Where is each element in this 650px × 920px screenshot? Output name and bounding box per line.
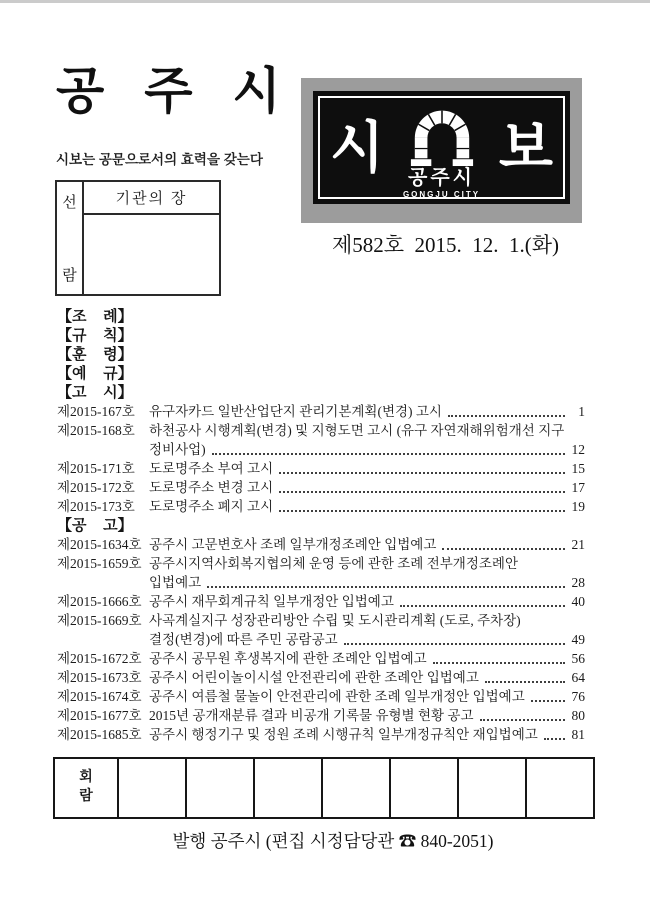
toc-entry (57, 554, 585, 573)
toc-entry-title: 2015년 공개재분류 결과 비공개 기록물 유형별 현황 공고 (149, 708, 474, 723)
toc-entry-body (149, 706, 585, 725)
approval-empty-cell (84, 215, 219, 294)
toc-dotted-leader (485, 668, 565, 683)
toc-section-header: 【조 례】 (57, 308, 133, 325)
toc-dotted-leader (207, 573, 565, 588)
toc-entry-number: 제2015-1673호 (57, 670, 142, 685)
gazette-slogan: 시보는 공문으로서의 효력을 갖는다 (56, 152, 263, 167)
toc-entry-title: 도로명주소 변경 고시 (149, 480, 274, 495)
toc-entry-body (149, 592, 585, 611)
toc-entry-number: 제2015-1677호 (57, 708, 142, 723)
toc-entry-title: 공주시 공무원 후생복지에 관한 조례안 입법예고 (149, 651, 427, 666)
toc-entry-body (149, 649, 585, 668)
stone-gate-arch-icon (398, 99, 486, 167)
toc-entry-title: 공주시 어린이놀이시설 안전관리에 관한 조례안 입법예고 (149, 670, 479, 685)
toc-entry (57, 402, 585, 421)
gazette-logo-inner-border (318, 96, 565, 199)
circulation-empty-cell (459, 759, 527, 817)
toc-entry-title: 공주시 재무회계규칙 일부개정안 입법예고 (149, 594, 394, 609)
circulation-label-char-top: 회 (79, 770, 93, 786)
circulation-label-char-bottom: 람 (79, 789, 93, 804)
toc-page-number: 80 (571, 708, 585, 723)
toc-dotted-leader (433, 649, 565, 664)
toc-page-number: 21 (571, 537, 585, 552)
toc-entry (57, 440, 585, 459)
toc-entry (57, 630, 585, 649)
toc-page-number: 17 (571, 480, 585, 495)
footer-publisher-line: 발행 공주시 (편집 시정담당관 ☎ 840-2051) (172, 831, 494, 851)
toc-dotted-leader (279, 478, 565, 493)
approval-table (55, 180, 221, 296)
toc-page-number: 12 (571, 442, 585, 457)
toc-entry-title: 입법예고 (149, 575, 202, 590)
circulation-empty-cell (323, 759, 391, 817)
toc-section-header: 【고 시】 (57, 384, 133, 401)
toc-entry-body (149, 687, 585, 706)
toc-page-number: 15 (571, 461, 585, 476)
toc-entry-number: 제2015-171호 (57, 461, 135, 476)
logo-right-char: 보 (498, 115, 553, 179)
toc-entry-number: 제2015-1685호 (57, 727, 142, 742)
circulation-empty-cell (391, 759, 459, 817)
toc-entry-title: 도로명주소 부여 고시 (149, 461, 274, 476)
toc-entry (57, 592, 585, 611)
toc-entry-body (149, 478, 585, 497)
toc-entry-number: 제2015-167호 (57, 404, 135, 419)
toc-entry-body (149, 440, 585, 459)
toc-entry (57, 668, 585, 687)
toc-entry (57, 706, 585, 725)
toc-entry-number (57, 573, 149, 592)
toc-dotted-leader (279, 459, 565, 474)
toc-dotted-leader (212, 440, 565, 455)
gazette-logo-panel (313, 91, 570, 204)
toc-entry-body (149, 573, 585, 592)
toc-entry-number: 제2015-1659호 (57, 556, 142, 571)
toc-entry-body (149, 630, 585, 649)
scan-edge-strip (0, 0, 650, 3)
logo-left-char: 시 (330, 115, 385, 179)
toc-entry-title: 공주시 고문변호사 조례 일부개정조례안 입법예고 (149, 537, 437, 552)
logo-city-name: 공주시 (408, 167, 475, 189)
circulation-empty-cell (187, 759, 255, 817)
toc-entry-number: 제2015-172호 (57, 480, 135, 495)
toc-entry (57, 459, 585, 478)
toc-entry-body (149, 402, 585, 421)
toc-page-number: 28 (571, 575, 585, 590)
toc-entry-title: 공주시 행정기구 및 정원 조례 시행규칙 일부개정규칙안 재입법예고 (149, 727, 538, 742)
issue-number-and-date: 제582호 2015. 12. 1.(화) (331, 233, 560, 257)
toc-entry-body (149, 725, 585, 744)
toc-page-number: 1 (578, 404, 585, 419)
toc-dotted-leader (344, 630, 565, 645)
toc-entry (57, 478, 585, 497)
toc-entry-number (57, 630, 149, 649)
toc-entry (57, 649, 585, 668)
approval-side-char-top: 선 (62, 195, 77, 211)
toc-entry-body (149, 421, 585, 440)
toc-page-number: 19 (571, 499, 585, 514)
toc-page-number: 81 (571, 727, 585, 742)
toc-dotted-leader (544, 725, 565, 740)
toc-entry-number: 제2015-173호 (57, 499, 135, 514)
gazette-logo-frame (301, 78, 582, 223)
toc-section-header: 【훈 령】 (57, 346, 133, 363)
toc-entry-number (57, 440, 149, 459)
toc-entry-number: 제2015-1669호 (57, 613, 142, 628)
approval-side-char-bottom: 람 (62, 268, 77, 284)
toc-entry-body (149, 668, 585, 687)
toc-entry-number: 제2015-1634호 (57, 537, 142, 552)
toc-dotted-leader (442, 535, 565, 550)
toc-dotted-leader (400, 592, 565, 607)
toc-section-header: 【공 고】 (57, 517, 133, 534)
toc-entry-title: 하천공사 시행계획(변경) 및 지형도면 고시 (유구 자연재해위험개선 지구 (149, 423, 565, 438)
toc-dotted-leader (480, 706, 566, 721)
toc-entry (57, 725, 585, 744)
approval-header-cell: 기관의 장 (84, 182, 219, 215)
toc-entry (57, 535, 585, 554)
toc-entry-body (149, 535, 585, 554)
toc-entry-number: 제2015-1674호 (57, 689, 142, 704)
logo-city-name-en: GONGJU CITY (402, 190, 481, 199)
toc-section-header: 【규 칙】 (57, 327, 133, 344)
toc-entry (57, 573, 585, 592)
toc-page-number: 40 (571, 594, 585, 609)
toc-page-number: 49 (571, 632, 585, 647)
toc-entry-number: 제2015-1672호 (57, 651, 142, 666)
toc-entry (57, 497, 585, 516)
circulation-empty-cell (527, 759, 593, 817)
toc-entry-title: 유구자카드 일반산업단지 관리기본계획(변경) 고시 (149, 404, 442, 419)
toc-entry (57, 421, 585, 440)
toc-page-number: 56 (571, 651, 585, 666)
masthead-title: 공 주 시 (56, 63, 281, 119)
toc-entry-title: 공주시 여름철 물놀이 안전관리에 관한 조례 일부개정안 입법예고 (149, 689, 525, 704)
toc-entry-title: 도로명주소 폐지 고시 (149, 499, 274, 514)
toc-dotted-leader (279, 497, 565, 512)
toc-entry-body (149, 459, 585, 478)
circulation-table (53, 757, 595, 819)
toc-entry-body (149, 554, 585, 573)
toc-entry-title: 정비사업) (149, 442, 206, 457)
circulation-label-cell (55, 759, 119, 817)
logo-center-emblem (398, 99, 486, 199)
toc-entry (57, 611, 585, 630)
toc-entry-body (149, 611, 585, 630)
toc-dotted-leader (531, 687, 565, 702)
approval-main-column (84, 182, 219, 294)
toc-entry (57, 687, 585, 706)
approval-side-label (57, 182, 84, 294)
contents-list (57, 307, 585, 744)
toc-page-number: 76 (571, 689, 585, 704)
toc-entry-body (149, 497, 585, 516)
toc-section-header: 【예 규】 (57, 365, 133, 382)
toc-entry-number: 제2015-1666호 (57, 594, 142, 609)
toc-entry-number: 제2015-168호 (57, 423, 135, 438)
toc-entry-title: 공주시지역사회복지협의체 운영 등에 관한 조례 전부개정조례안 (149, 556, 518, 571)
circulation-empty-cell (255, 759, 323, 817)
toc-dotted-leader (448, 402, 565, 417)
toc-entry-title: 사곡계실지구 성장관리방안 수립 및 도시관리계획 (도로, 주차장) (149, 613, 521, 628)
circulation-empty-cell (119, 759, 187, 817)
toc-page-number: 64 (571, 670, 585, 685)
toc-entry-title: 결정(변경)에 따른 주민 공람공고 (149, 632, 338, 647)
